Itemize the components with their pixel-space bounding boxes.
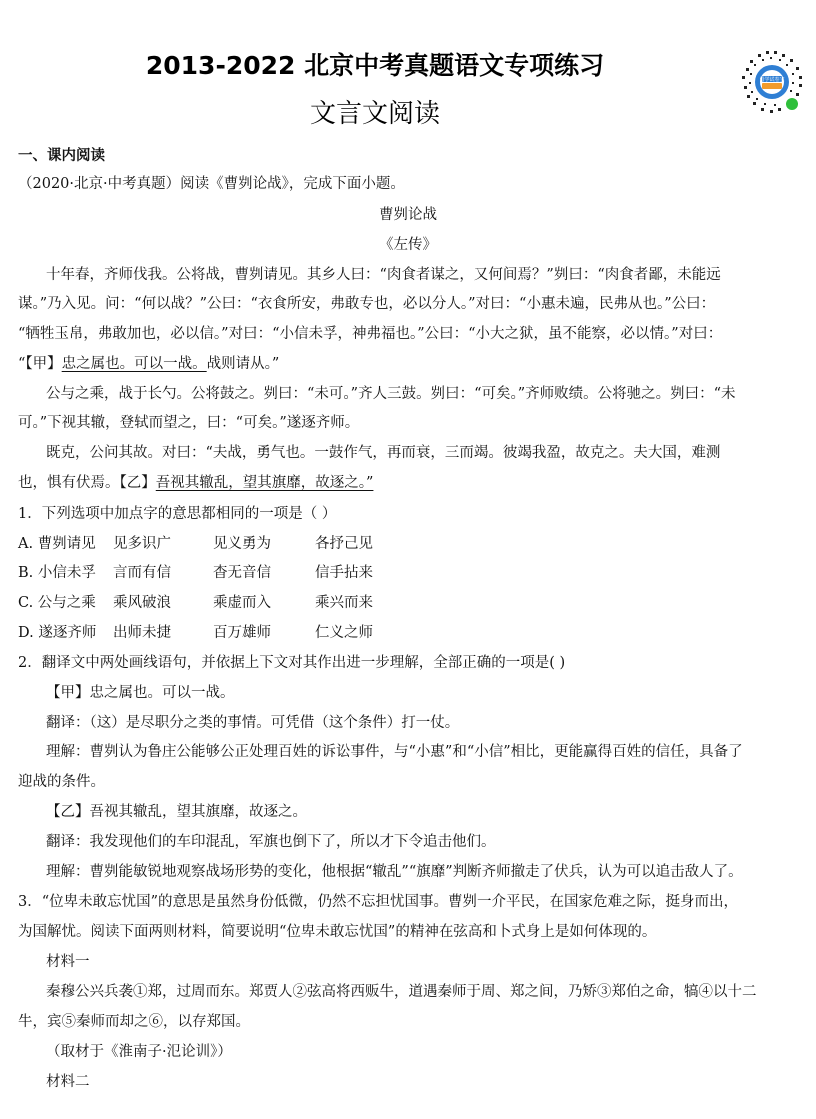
option-item: 遂逐齐师	[38, 625, 97, 641]
q2-jia-understanding: 理解：曹刿认为鲁庄公能够公正处理百姓的诉讼事件，与“小惠”和“小信”相比，更能赢得百姓的信任，具备了	[46, 744, 743, 760]
option-item: 仁义之师	[315, 625, 373, 641]
passage-line-4-tail: 战则请从。”	[206, 356, 280, 372]
q1-option-c	[18, 593, 798, 613]
passage-line-2: 谋。”乃入见。问：“何以战？”公曰：“衣食所安，弗敢专也，必以分人。”对曰：“小惠未遍，民弗从也。”公曰：	[18, 296, 716, 312]
qr-code-logo	[736, 46, 808, 118]
passage-line-7: 既克，公问其故。对曰：“夫战，勇气也。一鼓作气，再而衰，三而竭。彼竭我盈，故克之。夫大国，难测	[46, 445, 721, 461]
q1-option-a	[18, 534, 798, 554]
q2-jia-translation: 翻译：（这）是尽职分之类的事情。可凭借（这个条件）打一仗。	[46, 715, 460, 731]
option-item: 百万雄师	[213, 625, 271, 641]
option-item: 出师未捷	[113, 625, 171, 641]
option-label: B.	[18, 565, 34, 581]
q1-option-d	[18, 623, 798, 643]
underlined-sentence-jia: 忠之属也。可以一战。	[61, 356, 207, 372]
material-2-title: 材料二	[46, 1074, 90, 1090]
material-1-title: 材料一	[46, 954, 90, 970]
q2-jia-understanding-2: 迎战的条件。	[18, 774, 105, 790]
passage-line-1: 十年春，齐师伐我。公将战，曹刿请见。其乡人曰：“肉食者谋之，又何间焉？”刿曰：“肉食者鄙，未能远	[46, 267, 721, 283]
passage-line-8	[18, 473, 798, 493]
option-label: A.	[18, 536, 34, 552]
q2-yi: 【乙】吾视其辙乱，望其旗靡，故逐之。	[46, 804, 307, 820]
material-1-line-1: 秦穆公兴兵袭①郑，过周而东。郑贾人②弦高将西贩牛，道遇秦师于周、郑之间，乃矫③郑伯之命，犒④以十二	[46, 984, 757, 1000]
section-heading: 一、课内阅读	[18, 148, 105, 164]
q2-yi-translation: 翻译：我发现他们的车印混乱，军旗也倒下了，所以才下令追击他们。	[46, 834, 496, 850]
qr-badge-text: 留学试卷宝	[759, 77, 785, 83]
option-item: 见多识广	[113, 536, 171, 552]
option-item: 言而有信	[113, 565, 171, 581]
option-item: 曹刿请见	[37, 536, 96, 552]
q2-stem: 2．翻译文中两处画线语句，并依据上下文对其作出进一步理解，全部正确的一项是( )	[18, 655, 566, 671]
option-item: 信手拈来	[315, 565, 373, 581]
marker-jia: “【甲】	[18, 356, 62, 372]
option-item: 乘兴而来	[315, 595, 373, 611]
q3-stem-1: 3．“位卑未敢忘忧国”的意思是虽然身份低微，仍然不忘担忧国事。曹刿一介平民，在国家危难之际，挺身而出，	[18, 894, 739, 910]
q3-stem-2: 为国解忧。阅读下面两则材料，简要说明“位卑未敢忘忧国”的精神在弦高和卜式身上是如何体现的。	[18, 924, 657, 940]
option-item: 公与之乘	[37, 595, 96, 611]
page-title: 2013-2022 北京中考真题语文专项练习	[145, 51, 605, 80]
page-subtitle: 文言文阅读	[309, 99, 440, 129]
option-item: 乘风破浪	[113, 595, 171, 611]
option-item: 各抒己见	[315, 536, 373, 552]
passage-author: 《左传》	[379, 237, 437, 253]
material-1-source: （取材于《淮南子·氾论训》）	[46, 1044, 232, 1060]
option-item: 乘虚而入	[213, 595, 271, 611]
material-1-line-2: 牛，宾⑤秦师而却之⑥，以存郑国。	[18, 1014, 250, 1030]
passage-line-3: “牺牲玉帛，弗敢加也，必以信。”对曰：“小信未孚，神弗福也。”公曰：“小大之狱，虽不能察，必以情。”对曰：	[18, 326, 723, 342]
q2-jia: 【甲】忠之属也。可以一战。	[46, 685, 235, 701]
option-item: 杳无音信	[213, 565, 271, 581]
underlined-sentence-yi: 吾视其辙乱，望其旗靡，故逐之。”	[155, 475, 374, 491]
passage-title: 曹刿论战	[379, 207, 437, 223]
passage-line-4	[18, 354, 798, 374]
passage-line-6: 可。”下视其辙，登轼而望之，曰：“可矣。”遂逐齐师。	[18, 415, 360, 431]
option-item: 见义勇为	[213, 536, 271, 552]
passage-line-5: 公与之乘，战于长勺。公将鼓之。刿曰：“未可。”齐人三鼓。刿曰：“可矣。”齐师败绩。公将驰之。刿曰：“未	[46, 386, 736, 402]
option-item: 小信未孚	[37, 565, 96, 581]
q2-yi-understanding: 理解：曹刿能敏锐地观察战场形势的变化，他根据“辙乱”“旗靡”判断齐师撤走了伏兵，认为可以追击敌人了。	[46, 864, 743, 880]
source-line: （2020·北京·中考真题）阅读《曹刿论战》，完成下面小题。	[18, 176, 405, 192]
q1-option-b	[18, 563, 798, 583]
option-label: D.	[18, 625, 34, 641]
option-label: C.	[18, 595, 34, 611]
passage-line-8-head: 也，惧有伏焉。【乙】	[18, 475, 156, 491]
q1-stem: 1．下列选项中加点字的意思都相同的一项是（ ）	[18, 506, 337, 522]
